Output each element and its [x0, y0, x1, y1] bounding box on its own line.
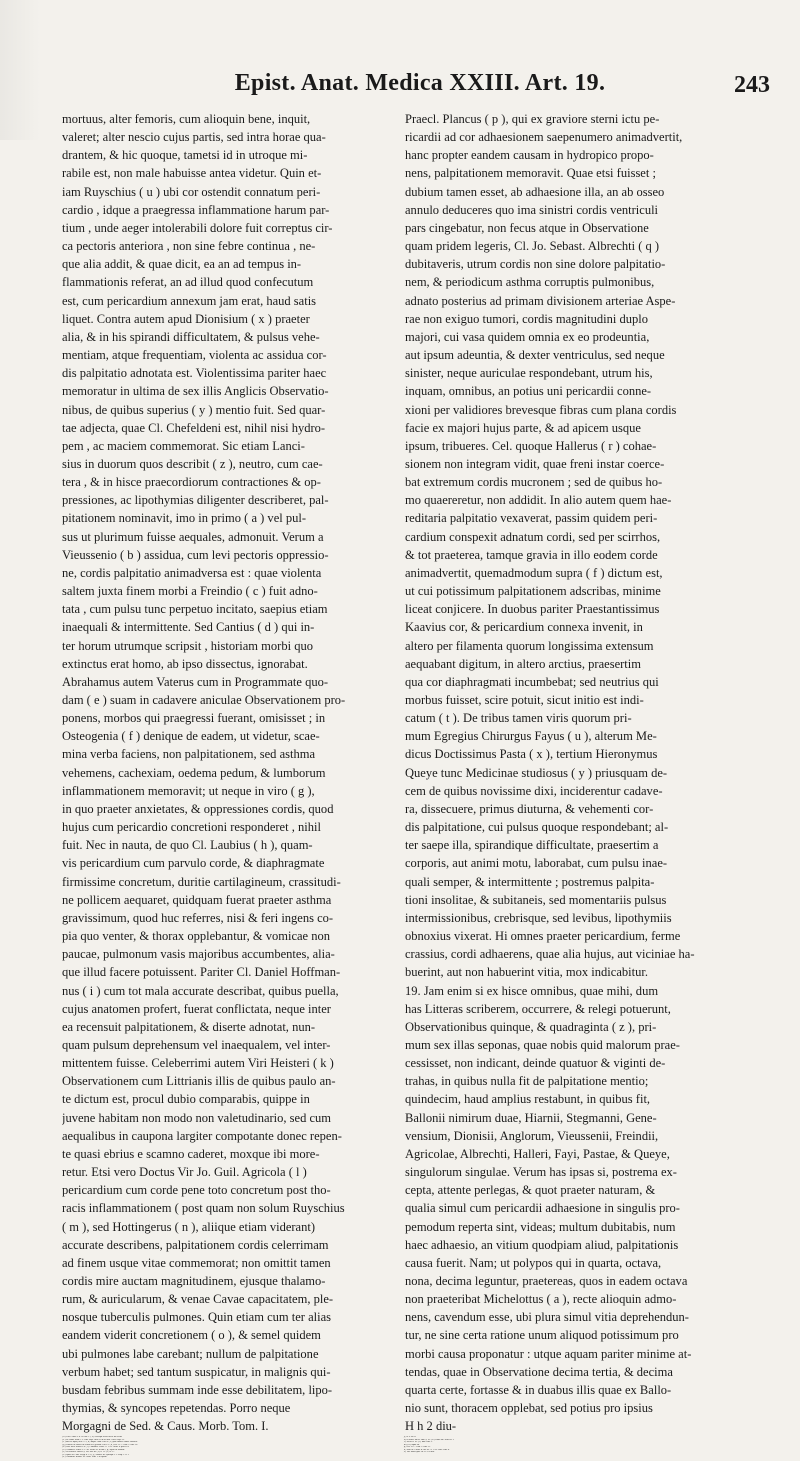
- text-line: aequabant digitum, in altero arctius, praesertim: [405, 656, 641, 671]
- text-line: obnoxius vixerat. Hi omnes praeter pericardium, ferme: [405, 929, 681, 944]
- text-line: flammationis referat, an ad illud quod confecutum: [62, 275, 314, 290]
- text-line: animadvertit, quemadmodum supra ( f ) dictum est,: [405, 565, 663, 580]
- text-line: corporis, aut animi motu, laborabat, cum pulsu inae-: [405, 856, 668, 871]
- text-line: nens, cavendum esse, ubi plura simul vitia deprehendun-: [405, 1310, 689, 1325]
- text-line: quarta certe, fortasse & in duabus illis quae ex Ballo-: [405, 1382, 672, 1397]
- text-line: xioni per validiores brevesque fibras cum plana cordis: [405, 402, 677, 417]
- footnotes-right: [403, 1436, 743, 1454]
- footnote: ( r ) Ad Praelect. Boerh. §. 182. not. m. ( f ) n. 12. ( t ) n. 17.: [62, 1451, 115, 1453]
- text-line: sius in duorum quos describit ( z ), neutro, cum cae-: [62, 456, 323, 471]
- left-text-column: [62, 110, 400, 1435]
- text-line: quam pulsum deprehensum vel inaequalem, vel inter-: [62, 1037, 331, 1052]
- text-line: Observationibus quinque, & quadraginta ( z ), pri-: [405, 1019, 657, 1034]
- text-line: cordis mire auctam magnitudinem, ejusque thalamo-: [62, 1274, 326, 1288]
- text-line: pemodum reperta sint, videas; multum dubitabis, num: [405, 1219, 676, 1234]
- text-line: cem de quibus novissime dixi, inciderentur cadave-: [405, 783, 663, 798]
- text-line: pressiones, ac lipothymias diligenter describeret, pal-: [62, 493, 329, 508]
- text-line: rae non exiguo tumori, cordis magnitudini duplo: [405, 311, 648, 326]
- text-line: dis palpitatio adnotata est. Violentissima pariter haec: [62, 366, 327, 381]
- text-line: paucae, pulmonum vasis majoribus accumbentes, alia-: [62, 947, 335, 962]
- text-line: catum ( t ). De tribus tamen viris quorum pri-: [405, 711, 632, 726]
- text-line: annulo deduceres quo ima sinistri cordis ventriculi: [405, 202, 659, 217]
- text-line: 19. Jam enim si ex hisce omnibus, quae mihi, dum: [405, 983, 659, 998]
- text-line: ricardii ad cor adhaesionem saepenumero animadvertit,: [405, 130, 683, 145]
- text-line: retur. Etsi vero Doctus Vir Jo. Guil. Agricola ( l ): [62, 1165, 307, 1180]
- text-line: morbi causa proponatur : utque aquam pariter minime at-: [405, 1346, 692, 1361]
- text-line: Morgagni de Sed. & Caus. Morb. Tom. I.: [62, 1419, 269, 1434]
- footnote: ( a ) Comment. Bonon. Sc. Acad. Tom. 1. in Opusc.: [62, 1456, 108, 1458]
- text-line: tium , unde aeger intolerabili dolore fuit correptus cir-: [62, 220, 333, 235]
- text-line: dubitaveris, utrum cordis non sine dolore palpitatio-: [405, 257, 666, 272]
- text-line: sinister, neque auriculae respondebant, utrum his,: [405, 366, 653, 381]
- text-line: cardio , idque a praegressa inflammatione harum par-: [62, 202, 330, 217]
- footnotes-left: [62, 1436, 402, 1459]
- text-line: H h 2 diu-: [405, 1419, 457, 1434]
- text-line: ipsum, tribueres. Cel. quoque Hallerus ( r ) cohae-: [405, 438, 657, 453]
- text-line: dubium tamen esset, ab adhaesione illa, an ab osseo: [405, 184, 665, 199]
- text-line: pericardium cum corde pene toto concretum post tho-: [62, 1183, 331, 1198]
- text-line: pars cingebatur, non fecus atque in Observatione: [405, 220, 649, 235]
- text-line: ter saepe illa, spirandique difficultate, praesertim a: [405, 838, 659, 853]
- text-line: Kaavius cor, & pericardium connexa invenit, in: [405, 620, 643, 635]
- running-title: Epist. Anat. Medica XXIII. Art. 19.: [234, 70, 606, 96]
- footnote: ( x ) Epist. de Cord. Polyp. n. 13. ( y ) Dissert. de Syncopa c. 3. Prop. 1. n. 1.: [62, 1453, 130, 1456]
- text-line: quam pridem legeris, Cl. Jo. Sebast. Albrechti ( q ): [405, 239, 660, 254]
- text-line: Ballonii nimirum duae, Hiarnii, Stegmanni, Gene-: [405, 1110, 657, 1125]
- footnote: ( z ) Vid. alias Epist. 24. n. 3. in fine.: [402, 1451, 435, 1453]
- text-line: rum, & auricularum, & venae Cavae capacitatem, ple-: [62, 1292, 334, 1307]
- text-line: altero per filamenta quorum longissima extensum: [405, 638, 654, 653]
- footnote: ( u ) Thes. Anat. 6. n. 36. not. 1. ( x ) Descript. d'une oreill. du coeur.: [62, 1436, 123, 1438]
- text-line: Queye tunc Medicinae studiosus ( y ) priusquam de-: [405, 765, 668, 780]
- text-line: trahas, in quibus nulla fit de palpitatione mentio;: [405, 1074, 649, 1089]
- page-number: 243: [734, 72, 770, 98]
- text-line: racis inflammationem ( post quam non solum Ruyschius: [62, 1201, 345, 1216]
- text-line: sus ut plurimum fuisse aequales, admonuit. Verum a: [62, 529, 324, 544]
- text-line: ad finem usque vitae commemorat; non omittit tamen: [62, 1255, 331, 1270]
- text-line: nosque tuberculis pulmones. Quin etiam cum ter alias: [62, 1310, 332, 1325]
- footnote: ( g ) Dissert. de calcul. in vesica fell. generat. Thes. 9. ( h ) Act. N. C. Tom. 2. Obs. 20.: [62, 1443, 138, 1446]
- text-line: tata , cum pulsu tunc perpetuo incitato, saepius etiam: [62, 602, 328, 617]
- text-line: hanc propter eandem causam in hydropico propo-: [405, 148, 654, 163]
- text-line: singulorum singulae. Verum has ipsas si, postrema ex-: [405, 1165, 677, 1180]
- text-line: liquet. Contra autem apud Dionisium ( x ) praeter: [62, 311, 310, 326]
- text-line: saltem juxta finem morbi a Freindio ( c ) fuit adno-: [62, 584, 318, 599]
- text-line: aut ipsum adeuntia, & dexter ventriculus, sed neque: [405, 348, 665, 363]
- text-line: intermissionibus, crebrisque, sed levibus, lipothymiis: [405, 910, 672, 925]
- text-line: Vieussenio ( b ) assidua, cum levi pectoris oppressio-: [62, 547, 329, 562]
- text-line: Praecl. Plancus ( p ), qui ex graviore sterni ictu pe-: [405, 112, 660, 126]
- text-line: nona, decima leguntur, praetereas, quos in eadem octava: [405, 1274, 688, 1288]
- text-line: gravissimum, quod huc referres, nisi & feri ingens co-: [62, 910, 334, 925]
- text-line: pia quo venter, & thorax opplebantur, & vomicae non: [62, 929, 331, 944]
- footnote: ( q ) Act. N. C. Tom. 5. Obs. 11.: [402, 1446, 431, 1448]
- text-line: adnato posterius ad primam divisionem arteriae Aspe-: [405, 293, 676, 308]
- text-line: cardium conspexit adnatum cordi, sed per scirrhos,: [405, 529, 661, 544]
- text-line: mo quaereretur, non addidit. In alio autem quem hae-: [405, 493, 672, 508]
- text-line: qualia simul cum pericardii adhaesione in singulis pro-: [405, 1201, 680, 1216]
- text-line: hujus cum pericardio concretioni responderet , nihil: [62, 820, 321, 835]
- text-line: que alia addit, & quae dicit, ea an ad tempus in-: [62, 257, 302, 272]
- text-line: vensium, Dionisii, Anglorum, Vieussenii, Freindii,: [405, 1128, 659, 1143]
- text-line: fuit. Nec in nauta, de quo Cl. Laubius ( h ), quam-: [62, 838, 313, 853]
- footnote: ( k ) Obs. Med. Miscell. 4. ( l ) Commerc. Litter. A. 1735. Hebd. 8. post n. 4.: [62, 1446, 130, 1448]
- footnote: ( u ) Hist. de l'Acad. R. des Sc. A. 1735. Obs. Anat. 8.: [402, 1448, 450, 1451]
- text-line: juvene habitam non modo non valetudinario, sed cum: [62, 1110, 332, 1125]
- text-line: verbum habet; sed tantum suspicatur, in malignis qui-: [62, 1364, 331, 1379]
- text-line: causa fuerit. Nam; ut polypos qui in quarta, octava,: [405, 1255, 662, 1270]
- text-line: tendas, quae in Observatione decima tertia, & decima: [405, 1364, 673, 1379]
- text-line: cujus anatomen profert, fuerat conflictata, neque inter: [62, 1001, 331, 1016]
- text-line: majori, cui vasa quidem omnia ex eo prodeuntia,: [405, 329, 650, 344]
- text-line: alia, & in his spirandi difficultatem, & pulsus vehe-: [62, 329, 320, 344]
- text-line: rabile est, non male habuisse antea videtur. Quin et-: [62, 166, 322, 181]
- text-line: ter horum utrumque scripsit , historiam morbi quo: [62, 638, 313, 653]
- text-line: tae adjecta, quae Cl. Chefeldeni est, nihil nisi hydro-: [62, 420, 326, 435]
- text-line: inflammationem memoravit; ut neque in viro ( g ),: [62, 783, 315, 798]
- text-line: ubi pulmones labe carebant; nullum de palpitatione: [62, 1346, 319, 1361]
- text-line: dis palpitatione, cui pulsus quoque respondebant; al-: [405, 820, 669, 835]
- text-line: liceat conjicere. In duobus pariter Praestantissimus: [405, 602, 660, 617]
- text-line: inquam, omnibus, an potius uni pericardii conne-: [405, 384, 652, 399]
- text-line: ne, cordis palpitatio animadversa est : quae violenta: [62, 565, 322, 580]
- text-line: eandem viderit concretionem ( o ), & semel quidem: [62, 1328, 321, 1343]
- text-line: cepta, attente perlegas, & quot praeter naturam, &: [405, 1183, 656, 1198]
- text-line: busdam febribus summam inde esse debilitatem, lipo-: [62, 1382, 333, 1397]
- text-line: ea recensuit palpitationem, & diserte adnotat, nun-: [62, 1019, 316, 1034]
- text-line: facie ex majori hujus parte, & ad apicem usque: [405, 420, 641, 435]
- text-line: te quasi ebrius e scamno caderet, moxque ibi more-: [62, 1146, 320, 1161]
- text-line: mum Egregius Chirurgus Fayus ( u ), alterum Me-: [405, 729, 657, 744]
- text-line: morbus fuisset, scire potuit, sicut initio est indi-: [405, 693, 644, 707]
- text-line: pitationem nominavit, imo in primo ( a ) vel pul-: [62, 511, 307, 526]
- text-line: valeret; alter nescio cujus partis, sed intra horae qua-: [62, 130, 326, 145]
- text-line: nus ( i ) cum tot mala accurate describat, quibus puella,: [62, 983, 339, 998]
- footnote: ( o ) Commerc. Litter. A. 1736. Hebd. 41. in fine. ( p ) Epist. de Monstr.: [62, 1448, 125, 1451]
- text-line: dam ( e ) suam in cadavere aniculae Observationem pro-: [62, 693, 346, 707]
- text-line: dicus Doctissimus Pasta ( x ), tertium Hieronymus: [405, 747, 658, 762]
- text-line: mum sex illas seponas, quae nobis quid malorum prae-: [405, 1037, 680, 1052]
- footnote: ( m ) ( n ) supra cit.: [402, 1443, 420, 1446]
- text-line: accurate describens, palpitationem cordis celerrimam: [62, 1237, 329, 1252]
- text-line: firmissime concretum, duritie cartilagineum, crassitudi-: [62, 874, 341, 889]
- text-line: Agricolae, Albrechti, Halleri, Fayi, Pastae, & Queye,: [405, 1146, 670, 1161]
- text-line: tioni insolitae, & subitaneis, sed momentariis pulsus: [405, 892, 667, 907]
- footnotes: [62, 1436, 748, 1459]
- text-line: nio sunt, thoracem opplebat, sed potius pro ipsius: [405, 1401, 653, 1416]
- text-line: nens, palpitationem memoravit. Quae etsi fuisset ;: [405, 166, 656, 181]
- text-line: nem, & periodicum asthma corruptis pulmonibus,: [405, 275, 655, 290]
- text-line: cessisset, non indicant, deinde quatuor & viginti de-: [405, 1056, 666, 1071]
- text-line: thymias, & syncopes repetendas. Porro neque: [62, 1401, 291, 1416]
- right-text-column: [405, 110, 743, 1435]
- text-line: vis pericardium cum parvulo corde, & diaphragmate: [62, 856, 325, 871]
- running-header: [60, 70, 780, 102]
- text-line: ca pectoris anteriora , non sine febre continua , ne-: [62, 239, 316, 254]
- text-line: aequalibus in caupona largiter compotante donec repen-: [62, 1128, 342, 1143]
- text-line: te dictum est, procul dubio comparabis, quippe in: [62, 1092, 310, 1107]
- text-line: pem , ac maciem commemorat. Sic etiam Lanci-: [62, 438, 305, 453]
- text-line: nibus, de quibus superius ( y ) mentio fuit. Sed quar-: [62, 402, 326, 417]
- text-line: tur, ne sine certa ratione unum aliquod potissimum pro: [405, 1328, 679, 1343]
- text-line: quali semper, & intermittente ; postremus palpita-: [405, 874, 655, 889]
- page-edge-shadow: [0, 0, 40, 140]
- footnote: ( e ) ubi cit. supra, ad n. 17. ( d ) Impet. Anat. Tab. 4. ( e ) post Observ. rariss. calculor.: [62, 1441, 138, 1443]
- text-line: mina verba faciens, non palpitationem, sed asthma: [62, 747, 316, 762]
- text-line: qua cor diaphragmati incumbebat; sed neutrius qui: [405, 674, 659, 689]
- text-line: tera , & in hisce praecordiorum contractiones & op-: [62, 475, 321, 490]
- text-line: ponens, morbos qui praegressi fuerant, omisisset ; in: [62, 711, 326, 726]
- text-line: reditaria palpitatio vexaverat, passim quidem peri-: [405, 511, 658, 526]
- text-line: non praeteribat Michelottus ( a ), recte alioquin admo-: [405, 1292, 677, 1307]
- text-line: in quo praeter anxietates, & oppressiones cordis, quod: [62, 801, 334, 816]
- text-line: has Litteras scriberem, occurrere, & relegi potuerunt,: [405, 1001, 671, 1016]
- text-line: buerint, aut non habuerint vitia, mox indicabitur.: [405, 965, 648, 980]
- text-line: est, cum pericardium annexum jam erat, haud satis: [62, 293, 317, 308]
- text-line: drantem, & hic quoque, tametsi id in utroque mi-: [62, 148, 308, 163]
- text-line: que illud facere potuissent. Pariter Cl. Daniel Hoffman-: [62, 965, 341, 980]
- text-line: crassius, cordi adhaerens, quae alia hujus, aut viciniae ha-: [405, 947, 695, 962]
- text-line: iam Ruyschius ( u ) ubi cor ostendit connatum peri-: [62, 184, 321, 199]
- text-line: inaequali & intermittente. Sed Cantius ( d ) qui in-: [62, 620, 315, 635]
- footnote: ( y ) n. 9. & 10.: [402, 1436, 417, 1438]
- text-line: haec adhaesio, an vitium quodpiam aliud, palpitationis: [405, 1237, 679, 1252]
- text-line: Abrahamus autem Vaterus cum in Programmate quo-: [62, 674, 329, 689]
- text-line: ut cui potissimum palpitationem adscribas, minime: [405, 584, 661, 599]
- text-line: extinctus erat homo, ab ipso dissectus, ignorabat.: [62, 656, 308, 671]
- text-line: bat extremum cordis mucronem ; sed de quibus ho-: [405, 475, 663, 490]
- footnote: ( z ) De Subit. Mort. l. 2. Obs. Phys. Med. 4. & de Mot. Cord. Prop. 33.: [62, 1438, 125, 1441]
- text-line: vehemens, cachexiam, oedema pedum, & lumborum: [62, 765, 326, 780]
- footnote: ( a ) in Schol. ad cit. Obs. §. 10. ( b ) Traité du Coeur ch. 1.: [402, 1438, 455, 1441]
- text-line: memoratur in ultima de sex illis Anglicis Observatio-: [62, 384, 329, 399]
- footnote: ( f ) Thess. n. 10. ( i ) Ibid. Obs. 2.: [402, 1441, 433, 1443]
- text-line: Osteogenia ( f ) denique de eadem, ut videtur, scae-: [62, 729, 320, 744]
- text-line: quindecim, haud amplius restabunt, in quibus fit,: [405, 1092, 651, 1107]
- text-line: mittentem fuisse. Celeberrimi autem Viri Heisteri ( k ): [62, 1056, 334, 1071]
- text-line: mentiam, atque frequentiam, violenta ac assidua cor-: [62, 348, 327, 363]
- text-line: ra, dissecuere, primus diuturna, & vehementi cor-: [405, 801, 654, 816]
- text-line: ( m ), sed Hottingerus ( n ), aliique etiam viderant): [62, 1219, 316, 1234]
- text-line: mortuus, alter femoris, cum alioquin bene, inquit,: [62, 112, 311, 126]
- text-line: sionem non integram vidit, quae freni instar coerce-: [405, 456, 665, 471]
- text-line: Observationem cum Littrianis illis de quibus paulo an-: [62, 1074, 336, 1089]
- text-line: & tot praeterea, tamque gravia in illo eodem corde: [405, 547, 658, 562]
- text-line: ne pollicem aequaret, quidquam fuerat praeter asthma: [62, 892, 332, 907]
